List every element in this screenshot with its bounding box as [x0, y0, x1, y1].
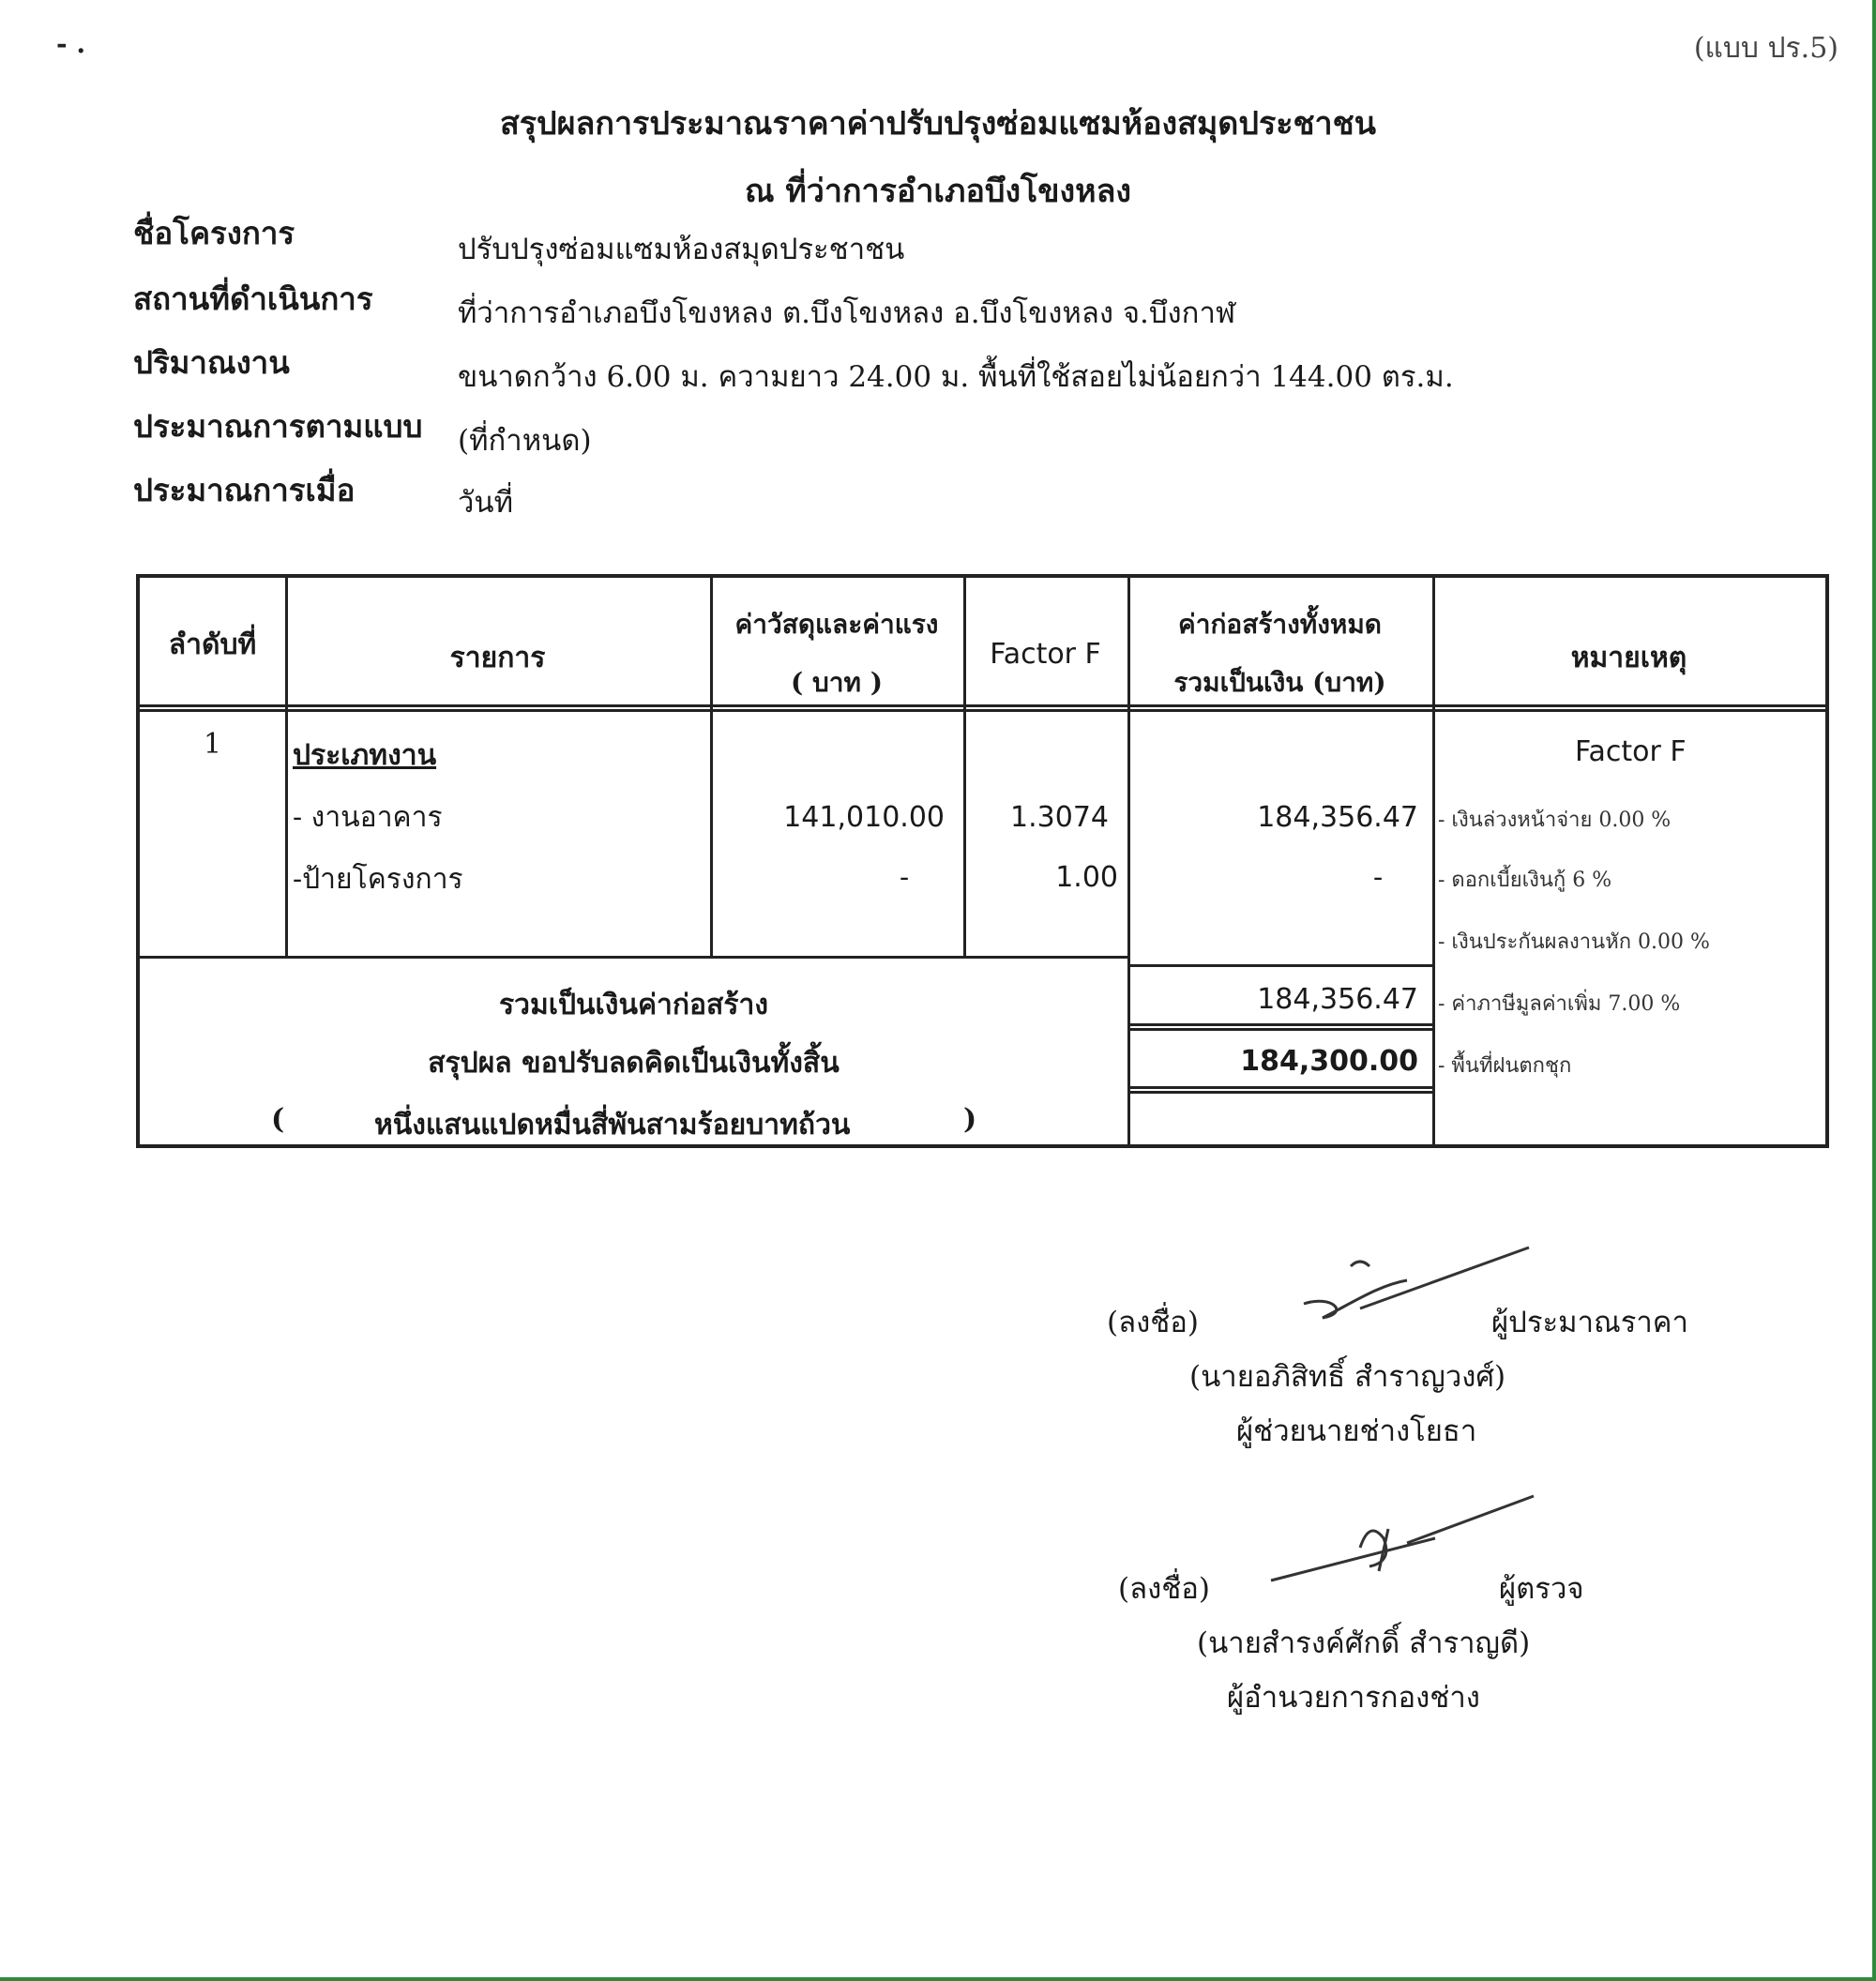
header-remark: หมายเหตุ: [1570, 642, 1687, 674]
final-double-rule: [1127, 1086, 1432, 1094]
quantity-label: ปริมาณงาน: [133, 344, 290, 381]
location-value: ที่ว่าการอำเภอบึงโขงหลง ต.บึงโขงหลง อ.บึงโขงหลง จ.บึงกาฬ: [458, 296, 1236, 330]
row-item-building: - งานอาคาร: [293, 801, 443, 834]
body-rule: [140, 956, 1130, 959]
header-no: ลำดับที่: [168, 628, 257, 661]
summary-total-value: 184,356.47: [1257, 983, 1418, 1016]
row-item-building-cost: 141,010.00: [783, 801, 945, 834]
remark-rain-area: - พื้นที่ฝนตกชุก: [1438, 1054, 1572, 1078]
inspector-title: ผู้อำนวยการกองช่าง: [1227, 1681, 1480, 1715]
document-title: สรุปผลการประมาณราคาค่าปรับปรุงซ่อมแซมห้องสมุดประชาชน: [500, 105, 1376, 143]
summary-final-label: สรุปผล ขอปรับลดคิดเป็นเงินทั้งสิ้น: [428, 1047, 840, 1080]
design-label: ประมาณการตามแบบ: [133, 408, 423, 445]
row-item-sign: -ป้ายโครงการ: [293, 863, 463, 896]
col-divider: [963, 578, 966, 958]
total-rule: [1127, 964, 1432, 967]
remark-interest: - ดอกเบี้ยเงินกู้ 6 %: [1438, 869, 1612, 892]
remark-vat: - ค่าภาษีมูลค่าเพิ่ม 7.00 %: [1438, 992, 1681, 1016]
document-subtitle: ณ ที่ว่าการอำเภอบึงโขงหลง: [744, 173, 1132, 210]
signature-label-estimator: (ลงชื่อ): [1107, 1306, 1199, 1339]
remark-advance: - เงินล่วงหน้าจ่าย 0.00 %: [1438, 809, 1672, 832]
date-label: ประมาณการเมื่อ: [133, 472, 356, 508]
design-value: (ที่กำหนด): [458, 424, 592, 458]
header-rule: [140, 704, 1825, 712]
header-item: รายการ: [449, 642, 546, 674]
row-item-sign-cost: -: [900, 861, 910, 894]
remark-retention: - เงินประกันผลงานหัก 0.00 %: [1438, 930, 1710, 954]
header-factor: Factor F: [990, 638, 1101, 671]
project-value: ปรับปรุงซ่อมแซมห้องสมุดประชาชน: [458, 233, 905, 266]
row-item-building-factor: 1.3074: [1010, 801, 1109, 834]
remark-title: Factor F: [1575, 735, 1687, 768]
date-value: วันที่: [458, 486, 514, 520]
quantity-value: ขนาดกว้าง 6.00 ม. ความยาว 24.00 ม. พื้นที่ใช้สอยไม่น้อยกว่า 144.00 ตร.ม.: [458, 360, 1454, 394]
estimator-title: ผู้ช่วยนายช่างโยธา: [1236, 1414, 1477, 1448]
inspector-signature: [1266, 1491, 1538, 1595]
header-cost-unit: ( บาท ): [791, 667, 883, 698]
inspector-name: (นายสำรงค์ศักดิ์ สำราญดี): [1197, 1626, 1531, 1660]
total-double-rule: [1127, 1023, 1432, 1031]
summary-paren-open: (: [271, 1103, 285, 1136]
row-item-building-total: 184,356.47: [1257, 801, 1418, 834]
estimator-name: (นายอภิสิทธิ์ สำราญวงศ์): [1189, 1360, 1506, 1394]
row-item-sign-factor: 1.00: [1055, 861, 1118, 894]
header-total: ค่าก่อสร้างทั้งหมด: [1178, 609, 1382, 640]
corner-mark: - .: [56, 28, 86, 59]
summary-total-label: รวมเป็นเงินค่าก่อสร้าง: [499, 989, 768, 1021]
row-no: 1: [203, 728, 222, 761]
summary-paren-close: ): [963, 1103, 977, 1136]
location-label: สถานที่ดำเนินการ: [133, 280, 373, 317]
project-label: ชื่อโครงการ: [133, 215, 295, 251]
summary-final-value: 184,300.00: [1240, 1045, 1418, 1078]
row-item-sign-total: -: [1373, 861, 1384, 894]
col-divider: [285, 578, 288, 958]
header-total-unit: รวมเป็นเงิน (บาท): [1173, 667, 1386, 698]
form-code: (แบบ ปร.5): [1693, 32, 1838, 65]
row-category: ประเภทงาน: [293, 739, 437, 772]
summary-table: [136, 574, 1829, 1148]
page-border-right: [1872, 0, 1876, 1981]
summary-amount-words: หนึ่งแสนแปดหมื่นสี่พันสามร้อยบาทถ้วน: [374, 1109, 851, 1142]
role-estimator: ผู้ประมาณราคา: [1491, 1306, 1688, 1339]
page-border-bottom: [0, 1977, 1876, 1981]
header-cost: ค่าวัสดุและค่าแรง: [734, 609, 939, 640]
signature-label-inspector: (ลงชื่อ): [1118, 1572, 1210, 1606]
role-inspector: ผู้ตรวจ: [1499, 1572, 1584, 1606]
